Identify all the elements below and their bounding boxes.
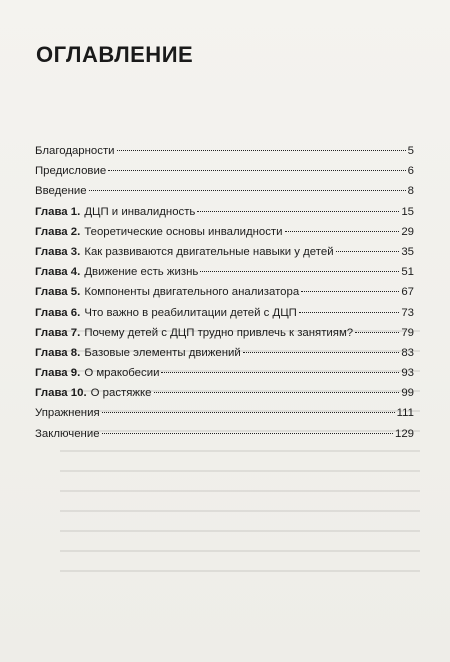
toc-entry-text <box>35 202 195 222</box>
page-title: ОГЛАВЛЕНИЕ <box>36 42 194 67</box>
toc-entry-title: О растяжке <box>90 387 152 400</box>
toc-entry-title: Как развиваются двигательные навыки у детей <box>84 245 334 258</box>
toc-page-number: 83 <box>401 346 414 359</box>
toc-page-number: 111 <box>396 407 414 420</box>
toc-page-number: 99 <box>401 387 414 400</box>
toc-chapter-number: Глава 7. <box>35 326 81 339</box>
toc-entry-title: Почему детей с ДЦП трудно привлечь к занятиям? <box>84 326 354 339</box>
toc-entry-title: Компоненты двигательного анализатора <box>84 286 300 299</box>
toc-entry-text <box>35 403 100 423</box>
toc-page-number: 5 <box>407 145 414 157</box>
toc-chapter-number: Глава 5. <box>35 286 81 299</box>
toc-dot-leader <box>161 372 399 373</box>
toc-entry <box>35 424 414 444</box>
toc-page-number: 129 <box>394 427 414 440</box>
toc-entry-title: Благодарности <box>35 145 115 157</box>
toc-dot-leader <box>108 170 405 171</box>
toc-dot-leader <box>102 433 393 434</box>
toc-chapter-number: Глава 10. <box>35 387 87 400</box>
toc-entry <box>35 282 414 302</box>
toc-entry <box>35 222 414 242</box>
toc-entry-text <box>35 181 87 201</box>
toc-entry <box>35 141 414 161</box>
toc-entry <box>35 383 414 403</box>
toc-page-number: 35 <box>401 245 414 258</box>
toc-page-number: 29 <box>401 225 414 238</box>
toc-page-number: 8 <box>407 185 414 198</box>
toc-entry <box>35 202 414 222</box>
toc-entry <box>35 343 414 363</box>
toc-entry-title: Базовые элементы движений <box>84 346 241 359</box>
toc-list <box>35 141 414 444</box>
toc-entry-text <box>35 383 152 403</box>
toc-entry-text <box>35 424 100 444</box>
toc-entry-text <box>35 343 241 363</box>
toc-entry-text <box>35 141 115 161</box>
toc-entry <box>35 242 414 262</box>
toc-entry-title: Предисловие <box>35 165 107 178</box>
toc-page-number: 67 <box>401 286 414 299</box>
toc-entry <box>35 181 414 201</box>
toc-entry-text <box>35 262 198 282</box>
toc-entry-title: Теоретические основы инвалидности <box>84 225 283 238</box>
toc-entry-title: Введение <box>35 185 87 198</box>
toc-entry-title: Заключение <box>35 427 100 440</box>
toc-entry <box>35 303 414 323</box>
toc-entry-title: ДЦП и инвалидность <box>84 205 196 218</box>
toc-entry-text <box>35 303 297 323</box>
toc-dot-leader <box>102 412 395 413</box>
toc-dot-leader <box>301 291 399 292</box>
toc-entry <box>35 161 414 181</box>
toc-dot-leader <box>285 231 400 232</box>
toc-entry-text <box>35 242 334 262</box>
toc-entry-text <box>35 323 353 343</box>
toc-chapter-number: Глава 8. <box>35 346 81 359</box>
toc-page-number: 93 <box>401 367 414 380</box>
toc-entry-title: О мракобесии <box>84 367 160 380</box>
toc-dot-leader <box>355 332 399 333</box>
toc-entry-text <box>35 222 283 242</box>
toc-dot-leader <box>336 251 400 252</box>
toc-dot-leader <box>117 150 406 151</box>
toc-entry-title: Упражнения <box>35 407 100 420</box>
toc-entry <box>35 363 414 383</box>
toc-dot-leader <box>200 271 399 272</box>
toc-page-number: 79 <box>401 326 414 339</box>
toc-page-number: 73 <box>401 306 414 319</box>
toc-chapter-number: Глава 3. <box>35 245 81 258</box>
toc-page-number: 15 <box>401 205 414 218</box>
toc-entry-text <box>35 363 159 383</box>
toc-chapter-number: Глава 6. <box>35 306 81 319</box>
toc-dot-leader <box>197 211 399 212</box>
toc-chapter-number: Глава 9. <box>35 367 81 380</box>
toc-dot-leader <box>89 190 406 191</box>
toc-entry <box>35 323 414 343</box>
toc-page-number: 6 <box>407 165 414 178</box>
toc-entry <box>35 262 414 282</box>
toc-entry-text <box>35 161 106 181</box>
toc-chapter-number: Глава 4. <box>35 266 81 279</box>
toc-dot-leader <box>299 312 399 313</box>
toc-chapter-number: Глава 2. <box>35 225 81 238</box>
toc-entry <box>35 403 414 423</box>
toc-page-number: 51 <box>401 266 414 279</box>
toc-entry-title: Движение есть жизнь <box>84 266 199 279</box>
toc-dot-leader <box>154 392 400 393</box>
toc-chapter-number: Глава 1. <box>35 205 81 218</box>
toc-entry-title: Что важно в реабилитации детей с ДЦП <box>84 306 297 319</box>
toc-dot-leader <box>243 352 400 353</box>
toc-entry-text <box>35 282 299 302</box>
